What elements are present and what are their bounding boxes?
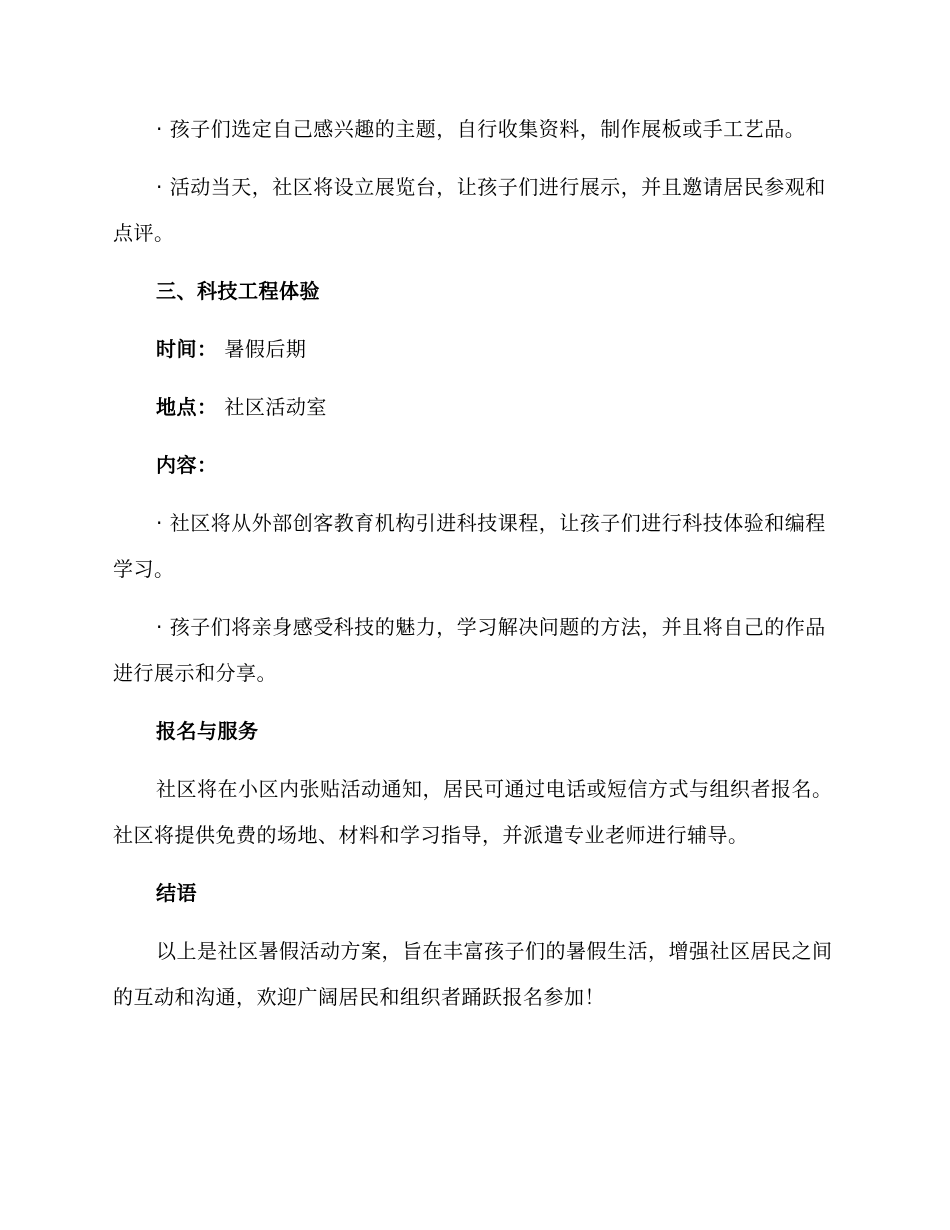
place-value: 社区活动室 xyxy=(224,395,327,419)
signup-paragraph: 社区将在小区内张贴活动通知，居民可通过电话或短信方式与组织者报名。社区将提供免费的场地、材料和学习指导，并派遣专业老师进行辅导。 xyxy=(113,777,833,847)
place-line xyxy=(113,384,835,430)
time-label: 时间： xyxy=(156,337,218,361)
bullet-paragraph-1: · 孩子们选定自己感兴趣的主题，自行收集资料，制作展板或手工艺品。 xyxy=(156,117,806,141)
bullet-paragraph-4: · 孩子们将亲身感受科技的魅力，学习解决问题的方法，并且将自己的作品进行展示和分享。 xyxy=(113,615,826,685)
closing-paragraph: 以上是社区暑假活动方案，旨在丰富孩子们的暑假生活，增强社区居民之间的互动和沟通，欢迎广阔居民和组织者踊跃报名参加！ xyxy=(113,939,833,1009)
section-3-heading: 三、科技工程体验 xyxy=(156,279,320,303)
bullet-paragraph-2: · 活动当天，社区将设立展览台，让孩子们进行展示，并且邀请居民参观和点评。 xyxy=(113,175,826,245)
content-label: 内容： xyxy=(156,453,218,477)
closing-heading: 结语 xyxy=(156,881,197,905)
place-label: 地点： xyxy=(156,395,218,419)
time-value: 暑假后期 xyxy=(224,337,307,361)
time-line xyxy=(113,326,835,372)
bullet-paragraph-3: · 社区将从外部创客教育机构引进科技课程，让孩子们进行科技体验和编程学习。 xyxy=(113,511,826,581)
signup-heading: 报名与服务 xyxy=(156,719,259,743)
document-page xyxy=(113,106,835,1020)
